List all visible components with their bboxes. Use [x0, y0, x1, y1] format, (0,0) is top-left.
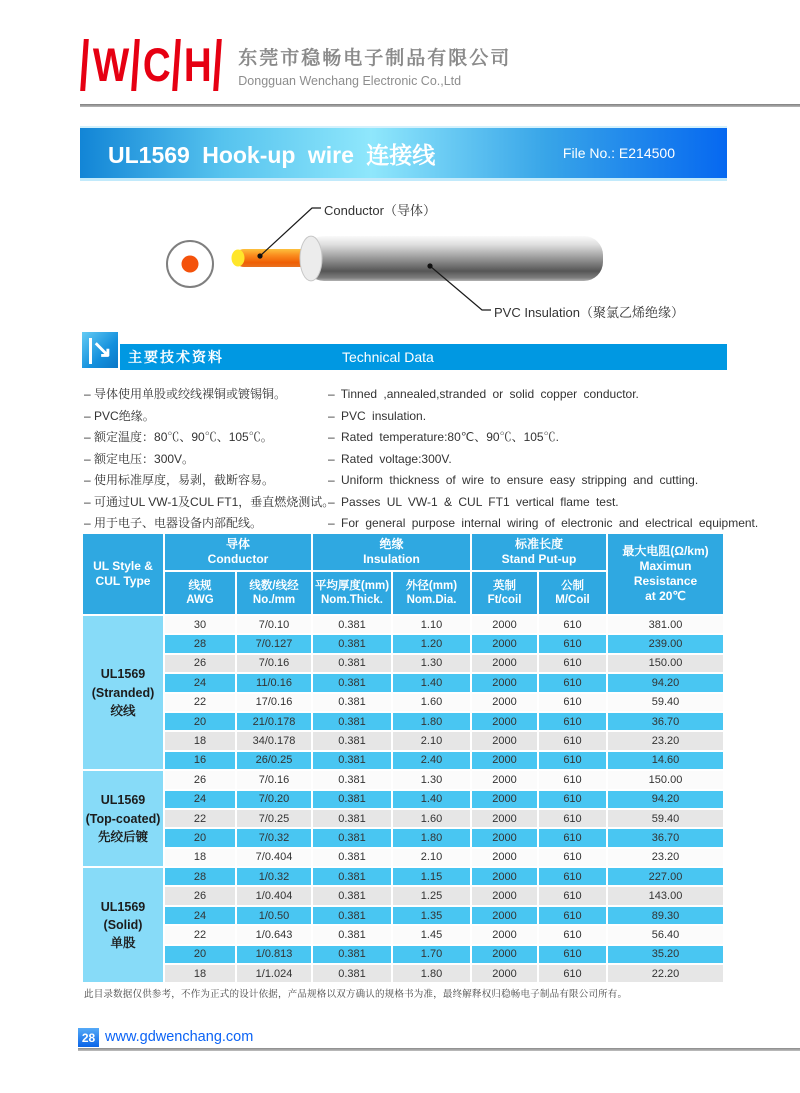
conductor-tip — [232, 250, 245, 267]
table-cell: 381.00 — [608, 616, 723, 633]
table-cell: 0.381 — [313, 946, 391, 963]
table-cell: 20 — [165, 829, 235, 846]
table-cell: 1.40 — [393, 674, 470, 691]
features-cn — [84, 384, 335, 535]
table-cell: 1.60 — [393, 810, 470, 827]
table-cell: 7/0.25 — [237, 810, 311, 827]
table-cell: 16 — [165, 752, 235, 769]
table-row — [83, 810, 723, 827]
features-en — [328, 384, 758, 535]
wire-diagram — [140, 192, 685, 332]
table-cell: 610 — [539, 674, 606, 691]
table-cell: 1.80 — [393, 829, 470, 846]
table-cell: 18 — [165, 849, 235, 866]
table-cell: 610 — [539, 907, 606, 924]
feature-item: – 导体使用单股或绞线裸铜或镀锡铜。 — [84, 384, 324, 406]
table-cell: 610 — [539, 771, 606, 788]
feature-item: – 使用标准厚度，易剥，截断容易。 — [84, 470, 324, 492]
standput-header-en: Stand Put-up — [501, 552, 577, 566]
table-cell: 2000 — [472, 965, 537, 982]
insulation-header-en: Insulation — [363, 552, 420, 566]
feature-item: – PVC insulation. — [328, 406, 758, 428]
table-cell: 2000 — [472, 946, 537, 963]
cross-section-conductor-dot — [182, 256, 199, 273]
table-row — [83, 635, 723, 652]
table-cell: 2000 — [472, 849, 537, 866]
table-cell: 20 — [165, 946, 235, 963]
sub-header-cell: 平均厚度(mm) Nom.Thick. — [313, 572, 391, 614]
logo-letter-h: H — [184, 38, 211, 91]
table-cell: 0.381 — [313, 965, 391, 982]
page-title: UL1569 Hook-up wire 连接线 — [108, 141, 436, 168]
table-cell: 56.40 — [608, 926, 723, 943]
feature-item: – Rated voltage:300V. — [328, 449, 758, 471]
table-cell: 1.45 — [393, 926, 470, 943]
disclaimer-note: 此目录数据仅供参考，不作为正式的设计依据，产品规格以双方确认的规格书为准，最终解释权归稳畅电子制品有限公司所有。 — [84, 989, 628, 1000]
tech-data-bar — [80, 344, 727, 370]
table-cell: 0.381 — [313, 732, 391, 749]
table-row — [83, 713, 723, 730]
feature-item: – Uniform thickness of wire to ensure easy stripping and cutting. — [328, 470, 758, 492]
resistance-line3: at 20℃ — [645, 589, 686, 603]
company-name-en: Dongguan Wenchang Electronic Co.,Ltd — [238, 73, 462, 88]
table-cell: 2000 — [472, 694, 537, 711]
table-cell: 610 — [539, 655, 606, 672]
title-banner — [80, 128, 727, 178]
standput-header-cn: 标准长度 — [514, 537, 563, 551]
table-cell: 2000 — [472, 771, 537, 788]
logo-bar — [213, 39, 222, 91]
table-cell: 0.381 — [313, 655, 391, 672]
table-row — [83, 694, 723, 711]
table-row — [83, 887, 723, 904]
table-cell: 28 — [165, 635, 235, 652]
table-cell: 23.20 — [608, 732, 723, 749]
table-cell: 1.80 — [393, 965, 470, 982]
table-cell: 0.381 — [313, 635, 391, 652]
logo-bar — [132, 39, 141, 91]
table-cell: 20 — [165, 713, 235, 730]
table-cell: 1.70 — [393, 946, 470, 963]
table-cell: 14.60 — [608, 752, 723, 769]
table-cell: 1.15 — [393, 868, 470, 885]
table-cell: 2000 — [472, 713, 537, 730]
insulation-end-cap — [300, 236, 322, 281]
table-cell: 2.10 — [393, 732, 470, 749]
table-cell: 7/0.20 — [237, 791, 311, 808]
feature-item: – Passes UL VW-1 & CUL FT1 vertical flame test. — [328, 492, 758, 514]
conductor-header-en: Conductor — [207, 552, 269, 566]
table-cell: 7/0.32 — [237, 829, 311, 846]
file-number: File No.: E214500 — [562, 145, 675, 161]
corner-line1: UL Style & — [93, 559, 153, 573]
table-cell: 94.20 — [608, 674, 723, 691]
table-cell: 2000 — [472, 829, 537, 846]
table-cell: 0.381 — [313, 674, 391, 691]
table-cell: 0.381 — [313, 616, 391, 633]
table-cell: 610 — [539, 713, 606, 730]
feature-item: – 可通过UL VW-1及CUL FT1，垂直燃烧测试。 — [84, 492, 324, 514]
company-name-block — [238, 43, 511, 88]
resistance-line2: Maximun Resistance — [633, 559, 698, 588]
table-cell: 2000 — [472, 887, 537, 904]
table-row — [83, 771, 723, 788]
table-cell: 610 — [539, 829, 606, 846]
table-cell: 610 — [539, 635, 606, 652]
table-cell: 1.60 — [393, 694, 470, 711]
table-cell: 22.20 — [608, 965, 723, 982]
table-row — [83, 926, 723, 943]
table-cell: 1.30 — [393, 655, 470, 672]
table-cell: 610 — [539, 694, 606, 711]
table-cell: 0.381 — [313, 868, 391, 885]
table-cell: 0.381 — [313, 810, 391, 827]
table-cell: 610 — [539, 791, 606, 808]
table-row — [83, 849, 723, 866]
table-cell: 1.40 — [393, 791, 470, 808]
website-link[interactable]: www.gdwenchang.com — [105, 1029, 254, 1045]
table-cell: 7/0.16 — [237, 655, 311, 672]
table-cell: 22 — [165, 926, 235, 943]
col-group-insulation — [313, 534, 470, 570]
table-cell: 2000 — [472, 616, 537, 633]
table-cell: 24 — [165, 791, 235, 808]
table-cell: 7/0.127 — [237, 635, 311, 652]
tech-title-en: Technical Data — [342, 349, 434, 365]
logo-letter-c: C — [143, 38, 170, 91]
arrow-down-right-icon: ↘ — [91, 336, 113, 363]
table-cell: 2000 — [472, 868, 537, 885]
table-cell: 22 — [165, 810, 235, 827]
table-cell: 2.40 — [393, 752, 470, 769]
table-cell: 610 — [539, 752, 606, 769]
table-cell: 0.381 — [313, 771, 391, 788]
page-number-badge: 28 — [78, 1028, 99, 1047]
group-label: UL1569 (Stranded) 绞线 — [83, 616, 163, 769]
table-cell: 0.381 — [313, 752, 391, 769]
table-cell: 28 — [165, 868, 235, 885]
table-cell: 24 — [165, 674, 235, 691]
table-cell: 2000 — [472, 752, 537, 769]
table-cell: 22 — [165, 694, 235, 711]
table-cell: 1.35 — [393, 907, 470, 924]
table-cell: 610 — [539, 887, 606, 904]
table-cell: 23.20 — [608, 849, 723, 866]
table-cell: 0.381 — [313, 694, 391, 711]
table-cell: 26 — [165, 771, 235, 788]
table-cell: 1/1.024 — [237, 965, 311, 982]
col-group-conductor — [165, 534, 311, 570]
table-cell: 89.30 — [608, 907, 723, 924]
table-cell: 1/0.643 — [237, 926, 311, 943]
feature-item: – 额定电压：300V。 — [84, 449, 324, 471]
table-cell: 17/0.16 — [237, 694, 311, 711]
table-cell: 2000 — [472, 655, 537, 672]
sub-header-cell: 线数/线经 No./mm — [237, 572, 311, 614]
sub-header-cell: 线规 AWG — [165, 572, 235, 614]
table-cell: 21/0.178 — [237, 713, 311, 730]
table-cell: 0.381 — [313, 849, 391, 866]
table-cell: 0.381 — [313, 907, 391, 924]
resistance-line1: 最大电阻(Ω/km) — [622, 544, 709, 558]
spec-table-body — [83, 616, 723, 982]
table-cell: 24 — [165, 907, 235, 924]
table-cell: 2000 — [472, 635, 537, 652]
table-cell: 18 — [165, 965, 235, 982]
table-row — [83, 732, 723, 749]
feature-lists — [84, 384, 759, 535]
table-cell: 26 — [165, 887, 235, 904]
table-cell: 2000 — [472, 791, 537, 808]
sub-header-cell: 公制 M/Coil — [539, 572, 606, 614]
table-cell: 35.20 — [608, 946, 723, 963]
table-cell: 1.80 — [393, 713, 470, 730]
table-cell: 1/0.813 — [237, 946, 311, 963]
table-cell: 36.70 — [608, 829, 723, 846]
insulation-label: PVC Insulation（聚氯乙烯绝缘） — [494, 305, 684, 320]
table-cell: 7/0.10 — [237, 616, 311, 633]
logo-bar — [173, 39, 182, 91]
conductor-header-cn: 导体 — [225, 537, 250, 551]
table-cell: 1.10 — [393, 616, 470, 633]
page-header — [80, 36, 511, 94]
table-cell: 1.25 — [393, 887, 470, 904]
arrow-corner-icon — [80, 330, 120, 370]
table-cell: 2.10 — [393, 849, 470, 866]
table-cell: 610 — [539, 965, 606, 982]
table-cell: 150.00 — [608, 655, 723, 672]
table-cell: 0.381 — [313, 791, 391, 808]
feature-item: – Rated temperature:80℃、90℃、105℃. — [328, 427, 758, 449]
table-cell: 150.00 — [608, 771, 723, 788]
table-row — [83, 868, 723, 885]
table-cell: 1.30 — [393, 771, 470, 788]
group-label: UL1569 (Solid) 单股 — [83, 868, 163, 982]
sub-header-cell: 外径(mm) Nom.Dia. — [393, 572, 470, 614]
table-cell: 26 — [165, 655, 235, 672]
table-row — [83, 946, 723, 963]
insulation-header-cn: 绝缘 — [379, 537, 404, 551]
table-cell: 1.20 — [393, 635, 470, 652]
col-header-ul-style — [83, 534, 163, 614]
logo-letter-w: W — [92, 38, 128, 91]
spec-table — [81, 532, 725, 984]
table-cell: 2000 — [472, 674, 537, 691]
table-cell: 610 — [539, 616, 606, 633]
table-row — [83, 674, 723, 691]
table-cell: 610 — [539, 732, 606, 749]
feature-item: – 额定温度：80℃、90℃、105℃。 — [84, 427, 324, 449]
conductor-pointer-dot — [257, 253, 262, 258]
insulation-pointer-dot — [427, 263, 432, 268]
table-cell: 143.00 — [608, 887, 723, 904]
table-cell: 0.381 — [313, 829, 391, 846]
table-row — [83, 752, 723, 769]
table-cell: 610 — [539, 849, 606, 866]
table-cell: 94.20 — [608, 791, 723, 808]
arrow-icon-bar — [89, 338, 92, 364]
insulation-graphic — [305, 236, 603, 281]
feature-item: – Tinned ,annealed,stranded or solid copper conductor. — [328, 384, 758, 406]
table-cell: 59.40 — [608, 694, 723, 711]
col-group-standput — [472, 534, 606, 570]
header-divider — [80, 104, 800, 107]
table-cell: 227.00 — [608, 868, 723, 885]
footer-divider — [78, 1048, 800, 1051]
corner-line2: CUL Type — [95, 574, 151, 588]
table-cell: 34/0.178 — [237, 732, 311, 749]
conductor-label: Conductor（导体） — [324, 203, 436, 218]
table-cell: 610 — [539, 868, 606, 885]
table-cell: 0.381 — [313, 887, 391, 904]
table-cell: 1/0.404 — [237, 887, 311, 904]
company-name-cn: 东莞市稳畅电子制品有限公司 — [238, 47, 512, 69]
sub-header-cell: 英制 Ft/coil — [472, 572, 537, 614]
table-cell: 18 — [165, 732, 235, 749]
table-cell: 2000 — [472, 907, 537, 924]
tech-title-cn: 主要技术资料 — [128, 349, 224, 365]
table-cell: 36.70 — [608, 713, 723, 730]
table-cell: 30 — [165, 616, 235, 633]
table-row — [83, 616, 723, 633]
table-cell: 0.381 — [313, 926, 391, 943]
company-logo — [80, 36, 222, 94]
table-row — [83, 829, 723, 846]
feature-item: – For general purpose internal wiring of electronic and electrical equipment. — [328, 513, 758, 535]
table-cell: 610 — [539, 810, 606, 827]
table-cell: 11/0.16 — [237, 674, 311, 691]
col-header-resistance — [608, 534, 723, 614]
table-cell: 610 — [539, 926, 606, 943]
table-cell: 239.00 — [608, 635, 723, 652]
table-row — [83, 791, 723, 808]
table-cell: 26/0.25 — [237, 752, 311, 769]
table-cell: 7/0.16 — [237, 771, 311, 788]
feature-item: – 用于电子、电器设备内部配线。 — [84, 513, 324, 535]
table-cell: 1/0.32 — [237, 868, 311, 885]
table-row — [83, 965, 723, 982]
group-label: UL1569 (Top-coated) 先绞后镀 — [83, 771, 163, 866]
table-cell: 0.381 — [313, 713, 391, 730]
table-cell: 1/0.50 — [237, 907, 311, 924]
table-cell: 2000 — [472, 810, 537, 827]
table-cell: 59.40 — [608, 810, 723, 827]
feature-item: – PVC绝缘。 — [84, 406, 324, 428]
table-row — [83, 655, 723, 672]
table-cell: 2000 — [472, 926, 537, 943]
table-row — [83, 907, 723, 924]
table-cell: 2000 — [472, 732, 537, 749]
logo-bar — [80, 39, 89, 91]
table-cell: 7/0.404 — [237, 849, 311, 866]
table-cell: 610 — [539, 946, 606, 963]
